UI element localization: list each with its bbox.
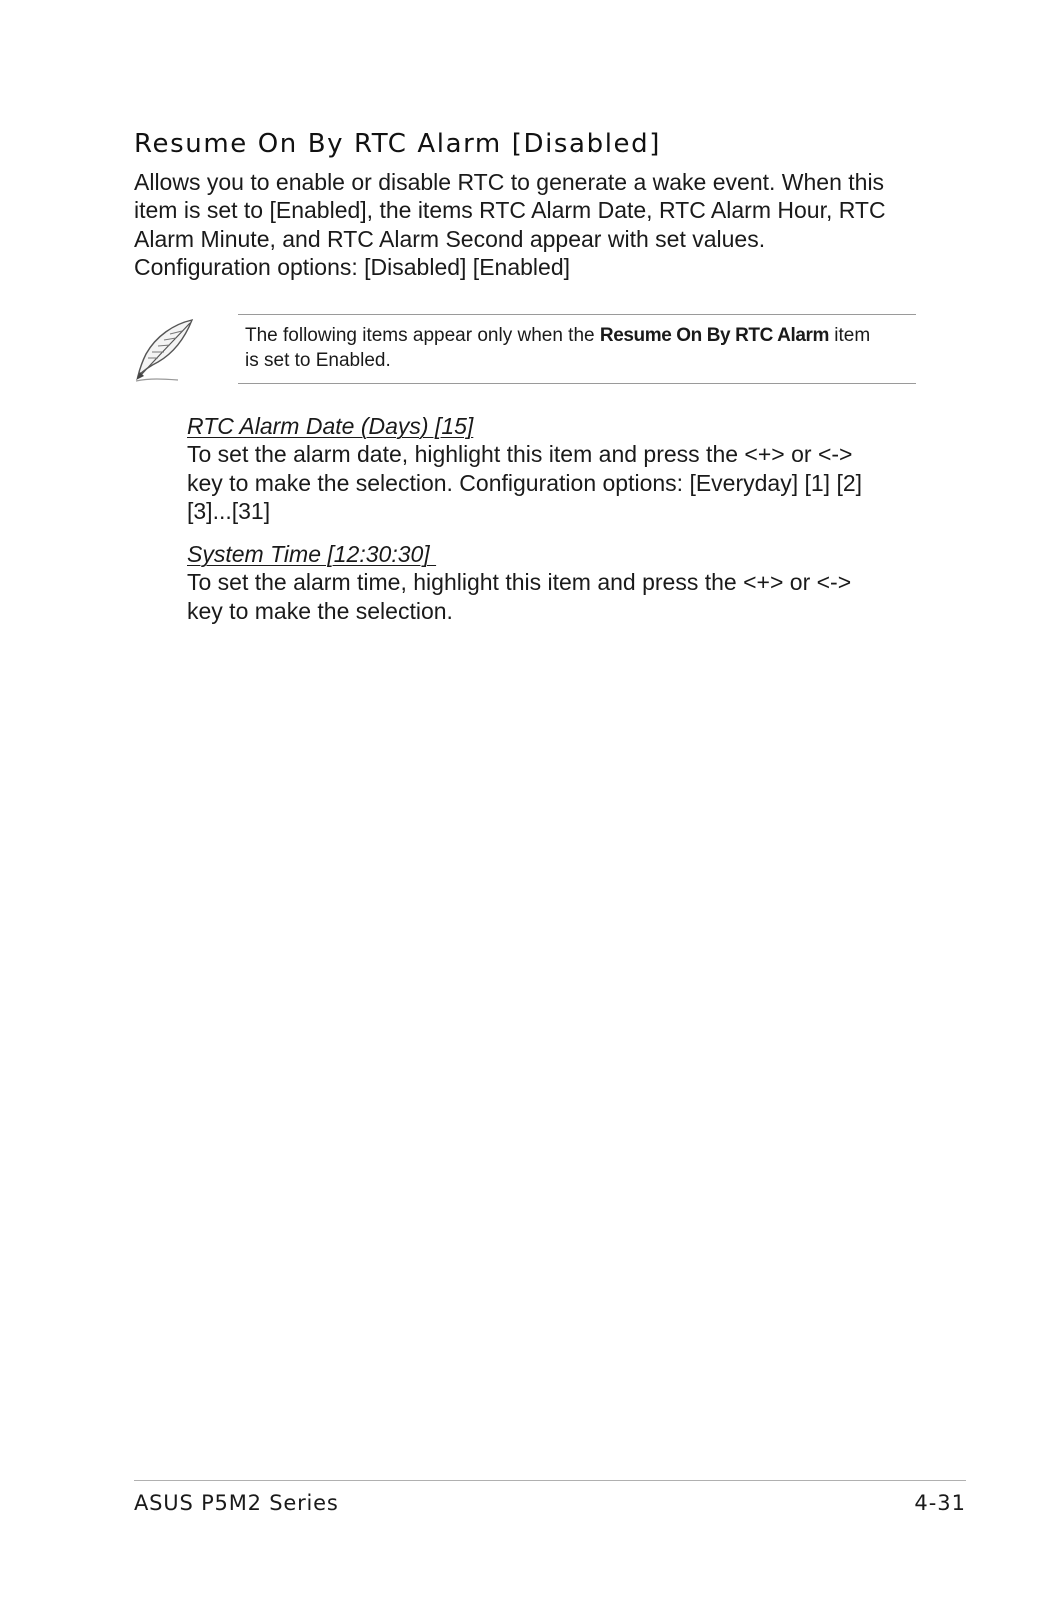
description-line: Configuration options: [Disabled] [Enabled] — [134, 254, 571, 281]
note-line: is set to Enabled. — [245, 350, 391, 371]
note-text-before: The following items appear only when the — [245, 325, 600, 346]
rtc-alarm-date-item — [187, 412, 927, 526]
description-line: Allows you to enable or disable RTC to generate a wake event. When this — [134, 169, 885, 195]
footer-divider — [134, 1480, 966, 1481]
note-text-after: item — [828, 325, 871, 346]
rtc-alarm-date-title: RTC Alarm Date (Days) [15] — [187, 413, 474, 439]
item-description-line: To set the alarm time, highlight this item and press the <+> or <-> — [187, 569, 852, 596]
footer-page-number: 4-31 — [914, 1491, 966, 1515]
feather-pen-icon — [134, 318, 196, 382]
system-time-title: System Time [12:30:30] — [187, 541, 437, 567]
section-title: Resume On By RTC Alarm [Disabled] — [134, 129, 661, 159]
description-line: Alarm Minute, and RTC Alarm Second appear with set values. — [134, 225, 766, 252]
note-callout — [134, 314, 916, 384]
footer-product-name: ASUS P5M2 Series — [134, 1491, 339, 1515]
system-time-item — [187, 540, 927, 625]
section-description — [134, 168, 934, 282]
item-description-line: key to make the selection. Configuration options: [Everyday] [1] [2] — [187, 469, 863, 496]
item-description-line: key to make the selection. — [187, 597, 453, 624]
note-line — [245, 323, 917, 348]
note-box — [238, 314, 916, 384]
note-highlight: Resume On By RTC Alarm — [599, 325, 829, 346]
item-description-line: [3]...[31] — [187, 498, 271, 525]
note-text — [245, 323, 917, 373]
description-line: item is set to [Enabled], the items RTC Alarm Date, RTC Alarm Hour, RTC — [134, 197, 886, 224]
item-description-line: To set the alarm date, highlight this item and press the <+> or <-> — [187, 441, 853, 468]
